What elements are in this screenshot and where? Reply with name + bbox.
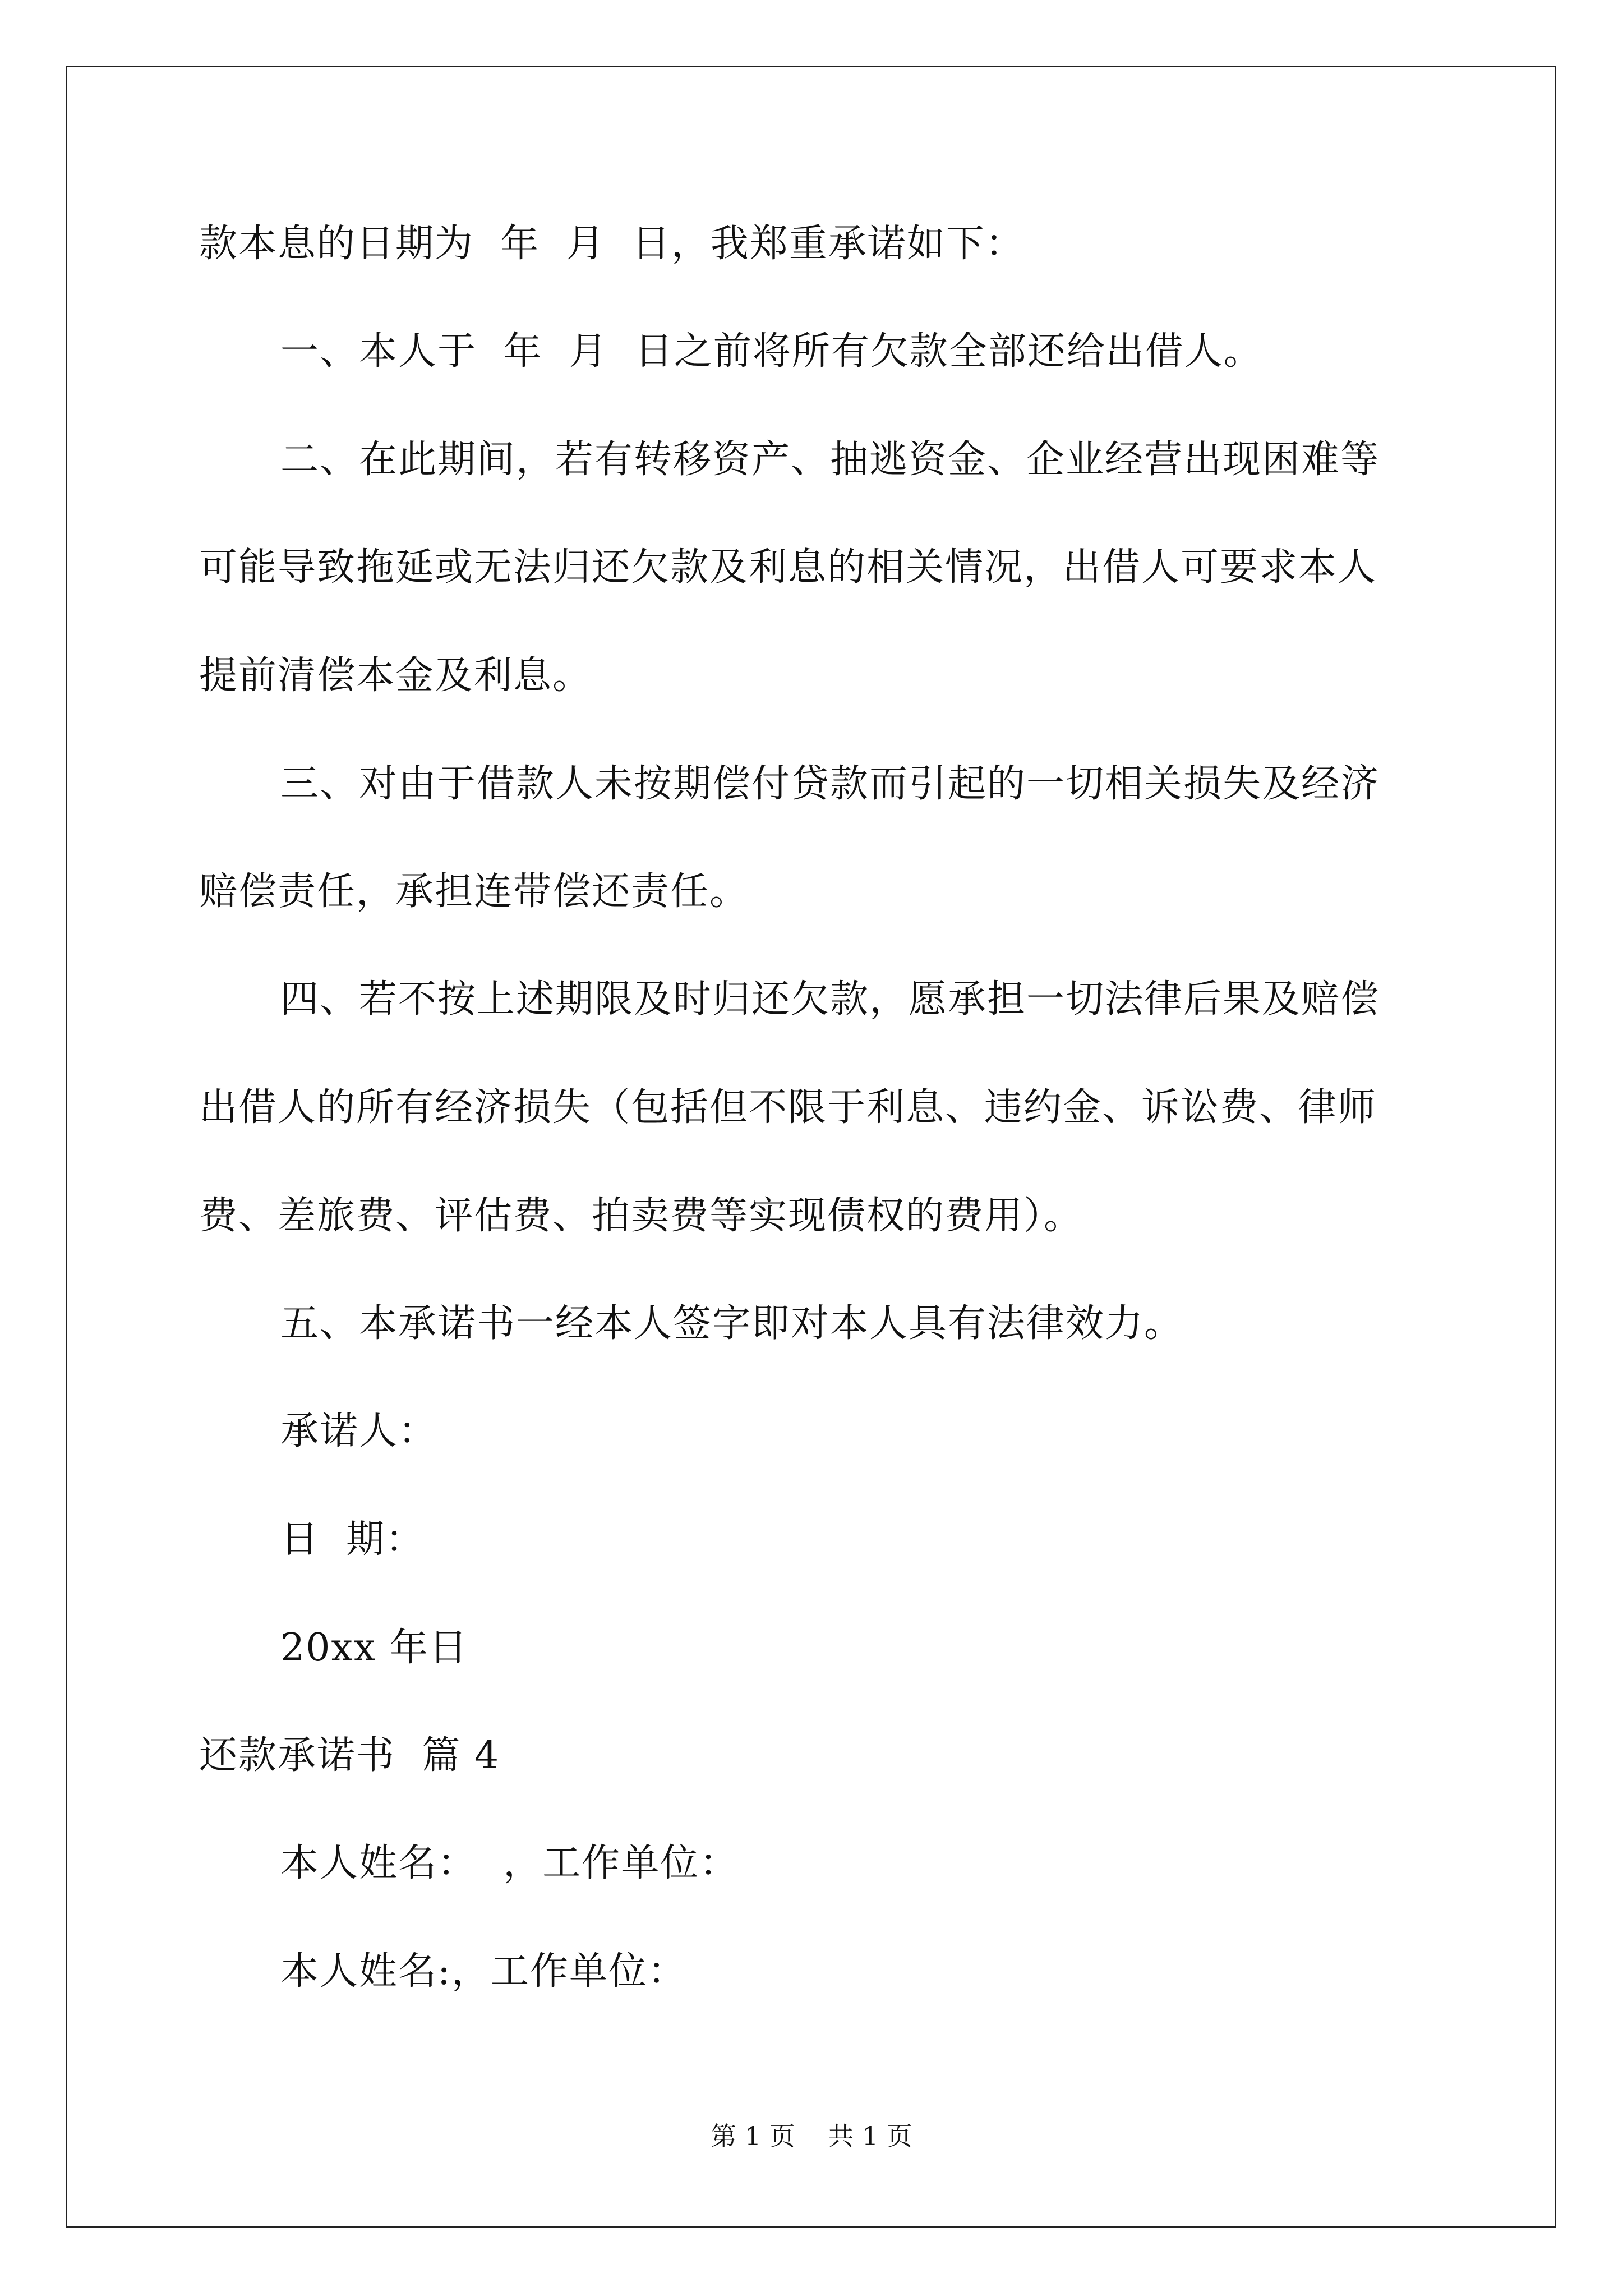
name-workplace-line-1: 本人姓名： ，工作单位： <box>280 1841 739 1885</box>
name-workplace-line-2: 本人姓名:，工作单位： <box>280 1949 687 1994</box>
text-line-11: 五、本承诺书一经本人签字即对本人具有法律效力。 <box>280 1301 1184 1346</box>
text-line-1: 款本息的日期为 年 月 日，我郑重承诺如下： <box>199 222 1025 266</box>
text-line-9: 出借人的所有经济损失（包括但不限于利息、违约金、诉讼费、律师 <box>199 1085 1377 1130</box>
text-line-2: 一、本人于 年 月 日之前将所有欠款全部还给出借人。 <box>280 329 1263 374</box>
page-border <box>66 66 1556 2228</box>
text-line-8: 四、若不按上述期限及时归还欠款，愿承担一切法律后果及赔偿 <box>280 977 1380 1022</box>
year-line: 20xx 年日 <box>280 1626 468 1670</box>
text-line-10: 费、差旅费、评估费、拍卖费等实现债权的费用）。 <box>199 1194 1083 1238</box>
text-line-3: 二、在此期间，若有转移资产、抽逃资金、企业经营出现困难等 <box>280 438 1380 482</box>
date-label: 日 期： <box>280 1517 425 1562</box>
signer-label: 承诺人： <box>280 1409 438 1453</box>
text-line-6: 三、对由于借款人未按期偿付贷款而引起的一切相关损失及经济 <box>280 762 1380 806</box>
text-line-4: 可能导致拖延或无法归还欠款及利息的相关情况，出借人可要求本人 <box>199 545 1377 590</box>
text-line-5: 提前清偿本金及利息。 <box>199 654 592 698</box>
text-line-7: 赔偿责任，承担连带偿还责任。 <box>199 869 749 914</box>
page-footer: 第 1 页 共 1 页 <box>711 2121 912 2151</box>
section-title: 还款承诺书 篇 4 <box>199 1733 500 1778</box>
